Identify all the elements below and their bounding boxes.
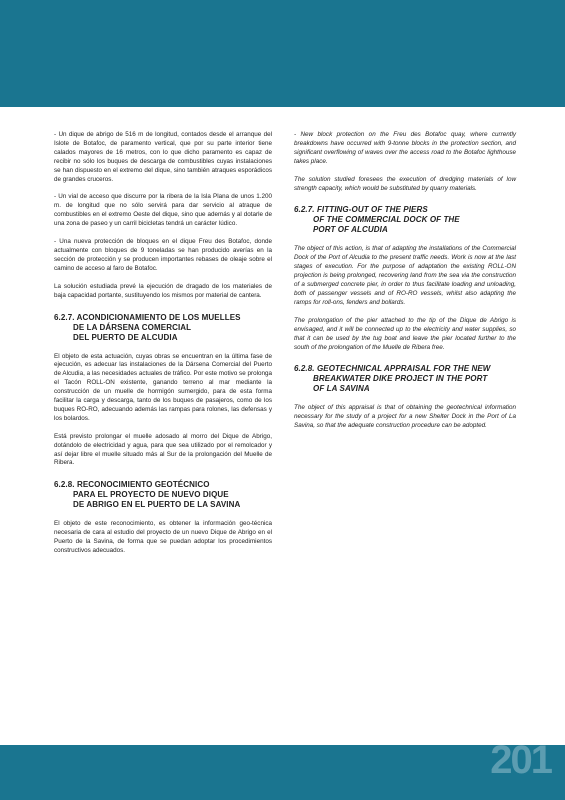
section-heading-6-2-7: [294, 205, 516, 235]
heading-line: PARA EL PROYECTO DE NUEVO DIQUE: [73, 490, 229, 500]
spanish-column: [54, 131, 272, 565]
header-band: [0, 0, 565, 107]
heading-line: 6.2.8. GEOTECHNICAL APPRAISAL FOR THE NEW: [294, 364, 491, 374]
paragraph: El objeto de este reconocimiento, es obtener la información geo-técnica necesaria de cara al estudio del proyecto de un nuevo Dique de Abrigo en el Puerto de la Savina, de forma que se puedan adoptar los procedimientos constructivos adecuados.: [54, 520, 272, 555]
heading-line: 6.2.7. ACONDICIONAMIENTO DE LOS MUELLES: [54, 312, 241, 322]
heading-line: BREAKWATER DIKE PROJECT IN THE PORT: [313, 374, 488, 384]
heading-line: 6.2.7. FITTING-OUT OF THE PIERS: [294, 205, 428, 215]
paragraph: The prolongation of the pier attached to the tip of the Dique de Abrigo is envisaged, and it will be connected up to the electricity and water supplies, so that it can be used by the tug boat and leave the pier located further to the south of the prolongation of the Muelle de Ribera free.: [294, 316, 516, 351]
heading-line: DE LA DÁRSENA COMERCIAL: [73, 322, 192, 332]
heading-line: OF THE COMMERCIAL DOCK OF THE: [313, 215, 460, 225]
heading-line: OF LA SAVINA: [313, 384, 370, 394]
paragraph: Está previsto prolongar el muelle adosado al morro del Dique de Abrigo, dotándolo de electricidad y agua, para que sea utilizado por el remolcador y así dejar libre el muelle situado más al Sur de la prolongación del Muelle de Ribera.: [54, 432, 272, 467]
paragraph: - Un vial de acceso que discurre por la ribera de la Isla Plana de unos 1.200 m. de longitud que no sólo servirá para dar servicio al atraque de combustibles en el extremo Oeste del dique, sino que además y al dotarle de una zona de paseo y un carril bicicletas tendrá un carácter lúdico.: [54, 193, 272, 228]
heading-line: 6.2.8. RECONOCIMIENTO GEOTÉCNICO: [54, 480, 210, 490]
section-heading-6-2-7: [54, 313, 272, 343]
section-heading-6-2-8: [294, 364, 516, 394]
section-heading-6-2-8: [54, 480, 272, 510]
paragraph: - Un dique de abrigo de 516 m de longitud, contados desde el arranque del Islote de Botafoc, de paramento vertical, que por su parte interior tiene calados mayores de 16 metros, con lo que dicho paramento es capaz de recibir no sólo los buques de descarga de combustibles cuyas instalaciones se han dispuesto en el extremo del dique, sino también atraques esporádicos de grandes cruceros.: [54, 131, 272, 183]
heading-line: PORT OF ALCUDIA: [313, 225, 388, 235]
english-column: [294, 131, 516, 440]
paragraph: La solución estudiada prevé la ejecución de dragado de los materiales de baja capacidad portante, sustituyendo los mismos por material de cantera.: [54, 282, 272, 299]
paragraph: The object of this action, is that of adapting the installations of the Commercial Dock of the Port of Alcudia to the present traffic needs. Work is now at the last stages of execution. For the purpose of adaptation the existing ROLL-ON projection is being prolonged, recovering land from the sea via the construction of a submerged concrete pier, in order to thus facilitate loading and unloading, both of passenger vessels and of RO-RO vessels, whilst also adapting the ramps for roll-ons, fenders and bollards.: [294, 245, 516, 306]
paragraph: El objeto de esta actuación, cuyas obras se encuentran en la última fase de ejecución, es adecuar las instalaciones de la Dársena Comercial del Puerto de Alcudia, a las necesidades actuales de tráfico. Por este motivo se prolonga el Tacón ROLL-ON existente, ganando terreno al mar mediante la construcción de un muelle de hormigón sumergido, para de esta forma facilitar la carga y descarga, tanto de los buques de pasajeros, como de los buques RO-RO, adecuando además las rampas para rolones, las defensas y los bolardos.: [54, 352, 272, 422]
paragraph: The object of this appraisal is that of obtaining the geotechnical information necessary for the study of a project for a new Shelter Dock in the Port of La Savina, so that the adequate construction procedure can be adopted.: [294, 404, 516, 430]
footer-band: [0, 745, 565, 800]
paragraph: The solution studied foresees the execution of dredging materials of low strength capacity, which would be substituted by quarry materials.: [294, 175, 516, 192]
heading-line: DE ABRIGO EN EL PUERTO DE LA SAVINA: [73, 500, 241, 510]
page-number: 201: [490, 738, 551, 782]
paragraph: - New block protection on the Freu des Botafoc quay, where currently breakdowns have occurred with 9-tonne blocks in the protection section, and significant overflowing of waves over the access road to the Botafoc lighthouse takes place.: [294, 131, 516, 165]
paragraph: - Una nueva protección de bloques en el dique Freu des Botafoc, donde actualmente con bloques de 9 toneladas se han producido averías en la sección de protección y se producen importantes rebases de oleaje sobre el camino de acceso al faro de Botafoc.: [54, 238, 272, 272]
heading-line: DEL PUERTO DE ALCUDIA: [73, 332, 178, 342]
